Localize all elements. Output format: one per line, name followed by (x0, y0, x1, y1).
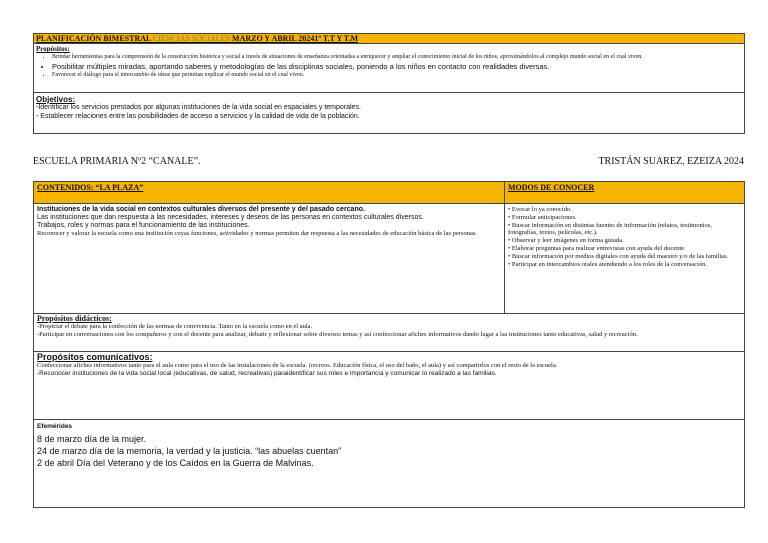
modo-item: • Formular anticipaciones. (508, 213, 577, 221)
proposito-item: • Favorecer el diálogo para el intercambio de ideas que permitan explicar el mundo social en el cual viven. (52, 71, 742, 80)
contenidos-table (33, 181, 745, 508)
modo-item: • Observar y leer imágenes en forma guiada. (508, 237, 624, 245)
contenidos-line: Trabajos, roles y normas para el funcionamiento de las instituciones. (37, 222, 250, 229)
propositos-section (34, 44, 744, 93)
objetivos-heading: Objetivos: (36, 95, 76, 104)
comunicativo-text: -Reconocer instituciones de la vida social local (educativas, de salud, recreativas) paraidentificar sus roles e importancia y comunicar lo realizado a las familias. (37, 369, 497, 377)
planificacion-block (33, 33, 745, 134)
modos-cell (505, 204, 744, 314)
didactico-item: -Participar en conversaciones con los compañeros y con el docente para analizar, debatir y reflexionar sobre diversos temas y así confeccionar afiches informativos dando lugar a las instituciones tanto educativas, salud y recreación. (37, 330, 638, 338)
comunicativos-cell (34, 352, 744, 420)
contenidos-cell (34, 204, 505, 314)
contenidos-line: Las instituciones que dan respuesta a las necesidades, intereses y deseos de las personas en contextos culturales diversos. (37, 214, 424, 221)
objetivo-item: -Identificar los servicios prestados por algunas instituciones de la vida social en espaciales y temporales. (36, 104, 361, 111)
title-part-1: PLANIFICACIÓN BIMESTRAL (36, 34, 153, 43)
modo-item: • Participar en intercambios orales atendiendo a los roles de la conversación. (508, 260, 708, 268)
modo-item: • Elaborar preguntas para realizar entrevistas con ayuda del docente. (508, 244, 686, 252)
comunicativo-text: Confeccionar afiches informativos tanto para el aula como para el uso de las instalaciones de la escuela. (recreos. Educación física, el uso del baño, el aula) y así compartirlos con el resto de la escuela. (37, 362, 558, 369)
propositos-list (36, 53, 742, 80)
modo-item: • Buscar información en distintas fuentes de información (relatos, testimonios, fotografías, textos, películas, etc.). (508, 221, 712, 237)
proposito-item: • Posibilitar múltiples miradas, aportando saberes y metodologías de las disciplinas sociales, poniendo a los niños en contacto con realidades diversas. (52, 62, 742, 71)
contenidos-title: Instituciones de la vida social en contextos culturales diversos del presente y del pasado cercano. (37, 206, 365, 213)
propositos-heading: Propósitos: (36, 45, 70, 53)
didactico-item: -Propiciar el debate para la confección de las normas de convivencia. Tanto en la escuela como en el aula. (37, 323, 313, 330)
modos-header: MODOS DE CONOCER (505, 182, 744, 204)
efemeride-item: 8 de marzo día de la mujer. (37, 434, 147, 444)
comunicativos-heading: Propósitos comunicativos: (37, 352, 153, 362)
objetivos-section (34, 94, 744, 122)
school-name: ESCUELA PRIMARIA Nº2 “CANALE”. (33, 156, 201, 167)
efemeride-item: 2 de abril Día del Veterano y de los Caídos en la Guerra de Malvinas. (37, 458, 314, 468)
modo-item: • Evocar lo ya conocido. (508, 206, 572, 213)
efemerides-heading: Efemérides (37, 423, 73, 430)
title-part-2: CIENCIAS SOCIALES (152, 34, 233, 43)
proposito-item: • Brindar herramientas para la comprensión de la construcción histórica y social a través de situaciones de enseñanza orientadas a enriquecer y ampliar el conocimiento inicial de los niños, aproximándolos al complejo mundo social en el cual viven. (52, 53, 742, 62)
modo-item: • Buscar información por medios digitales con ayuda del maestro y/o de las familias. (508, 252, 729, 260)
objetivo-item: - Establecer relaciones entre las posibilidades de acceso a servicios y la calidad de vida de la población. (36, 112, 360, 120)
efemeride-item: 24 de marzo día de la memoria, la verdad y la justicia. “las abuelas cuentan” (37, 446, 342, 456)
contenidos-header: CONTENIDOS: “LA PLAZA” (34, 182, 505, 204)
contenidos-line: Reconocer y valorar la escuela como una institución cuyas funciones, actividades y normas permiten dar respuesta a las necesidades de educación básica de las personas. (37, 230, 478, 237)
didacticos-heading: Propósitos didácticos: (37, 314, 112, 323)
title-part-3: MARZO Y ABRIL 20241º T.T Y T.M (232, 34, 359, 43)
school-location: TRISTÁN SUAREZ, EZEIZA 2024 (598, 156, 744, 167)
planificacion-title (34, 34, 744, 44)
efemerides-cell (34, 420, 744, 507)
didacticos-cell (34, 314, 744, 352)
